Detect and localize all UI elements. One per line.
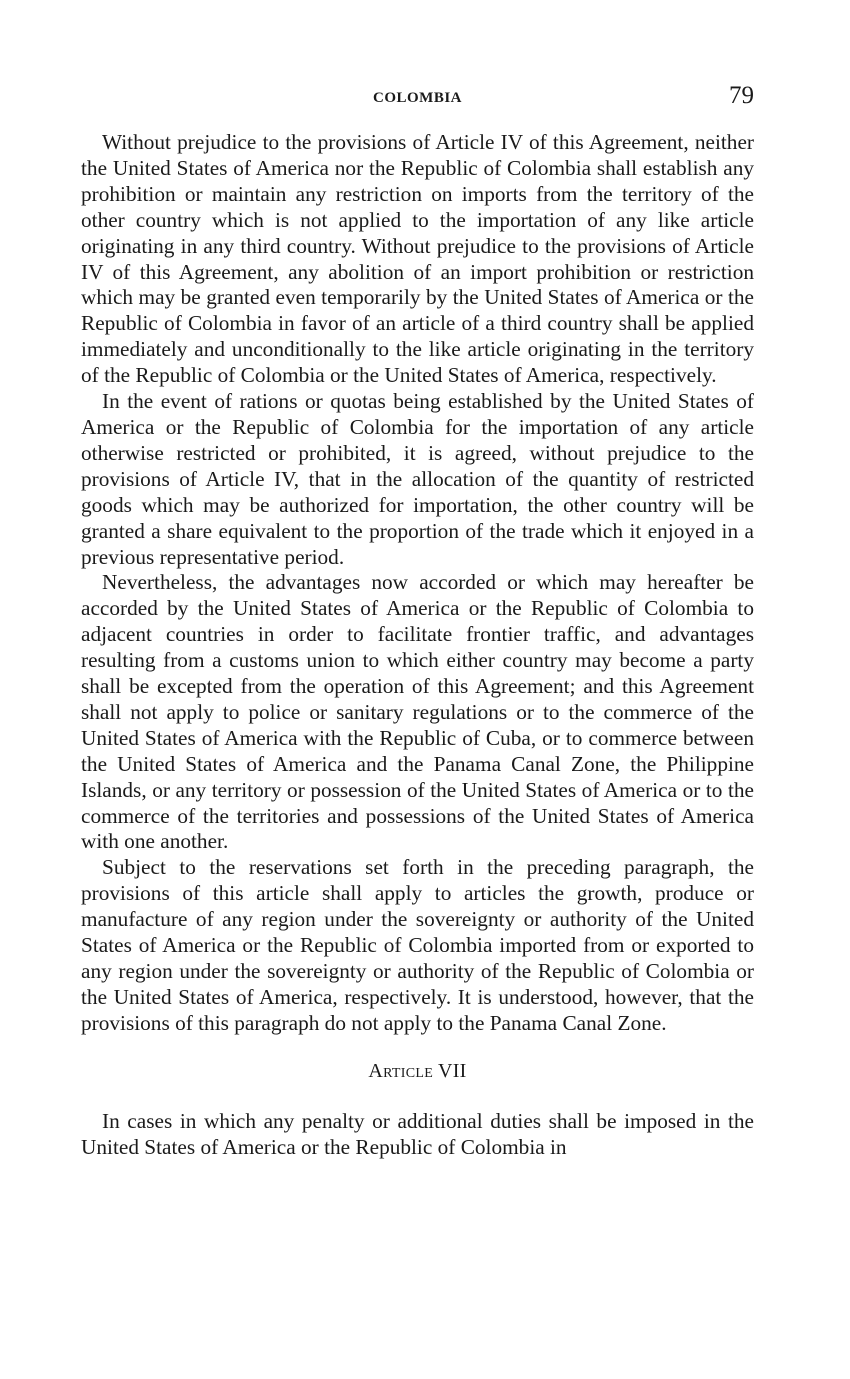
paragraph-1: Without prejudice to the provisions of Article IV of this Agreement, neither the United States of America nor the Republic of Colombia shall establish any prohibition or maintain any restriction on imports from the territory of the other country which is not applied to the importation of any like article originating in any third country. Without prejudice to the provisions of Article IV of this Agreement, any abolition of an import prohibition or restriction which may be granted even temporarily by the United States of America or the Republic of Colombia in favor of an article of a third country shall be applied immediately and unconditionally to the like article originating in the territory of the Republic of Colombia or the United States of America, respectively. <box>81 130 754 388</box>
running-head: COLOMBIA <box>372 90 462 106</box>
page-header <box>81 82 754 116</box>
article-heading: Article VII <box>368 1059 467 1082</box>
page-number: 79 <box>729 82 754 109</box>
paragraph-3: Nevertheless, the advantages now accorded or which may hereafter be accorded by the United States of America or the Republic of Colombia to adjacent countries in order to facilitate frontier traffic, and advantages resulting from a customs union to which either country may become a party shall be excepted from the operation of this Agreement; and this Agreement shall not apply to police or sanitary regulations or to the commerce of the United States of America with the Republic of Cuba, or to commerce between the United States of America and the Panama Canal Zone, the Philippine Islands, or any territory or possession of the United States of America or to the commerce of the territories and possessions of the United States of America with one another. <box>81 570 754 854</box>
paragraph-2: In the event of rations or quotas being established by the United States of America or the Republic of Colombia for the importation of any article otherwise restricted or prohibited, it is agreed, without prejudice to the provisions of Article IV, that in the allocation of the quantity of restricted goods which may be authorized for importation, the other country will be granted a share equivalent to the proportion of the trade which it enjoyed in a previous representative period. <box>81 389 754 569</box>
paragraph-5: In cases in which any penalty or additional duties shall be imposed in the United States of America or the Republic of Colombia in <box>81 1108 754 1159</box>
paragraph-4: Subject to the reservations set forth in the preceding paragraph, the provisions of this article shall apply to articles the growth, produce or manufacture of any region under the sovereignty or authority of the United States of America or the Republic of Colombia imported from or exported to any region under the sovereignty or authority of the Republic of Colombia or the United States of America, respectively. It is understood, however, that the provisions of this paragraph do not apply to the Panama Canal Zone. <box>81 855 754 1035</box>
body-text <box>81 130 754 1161</box>
